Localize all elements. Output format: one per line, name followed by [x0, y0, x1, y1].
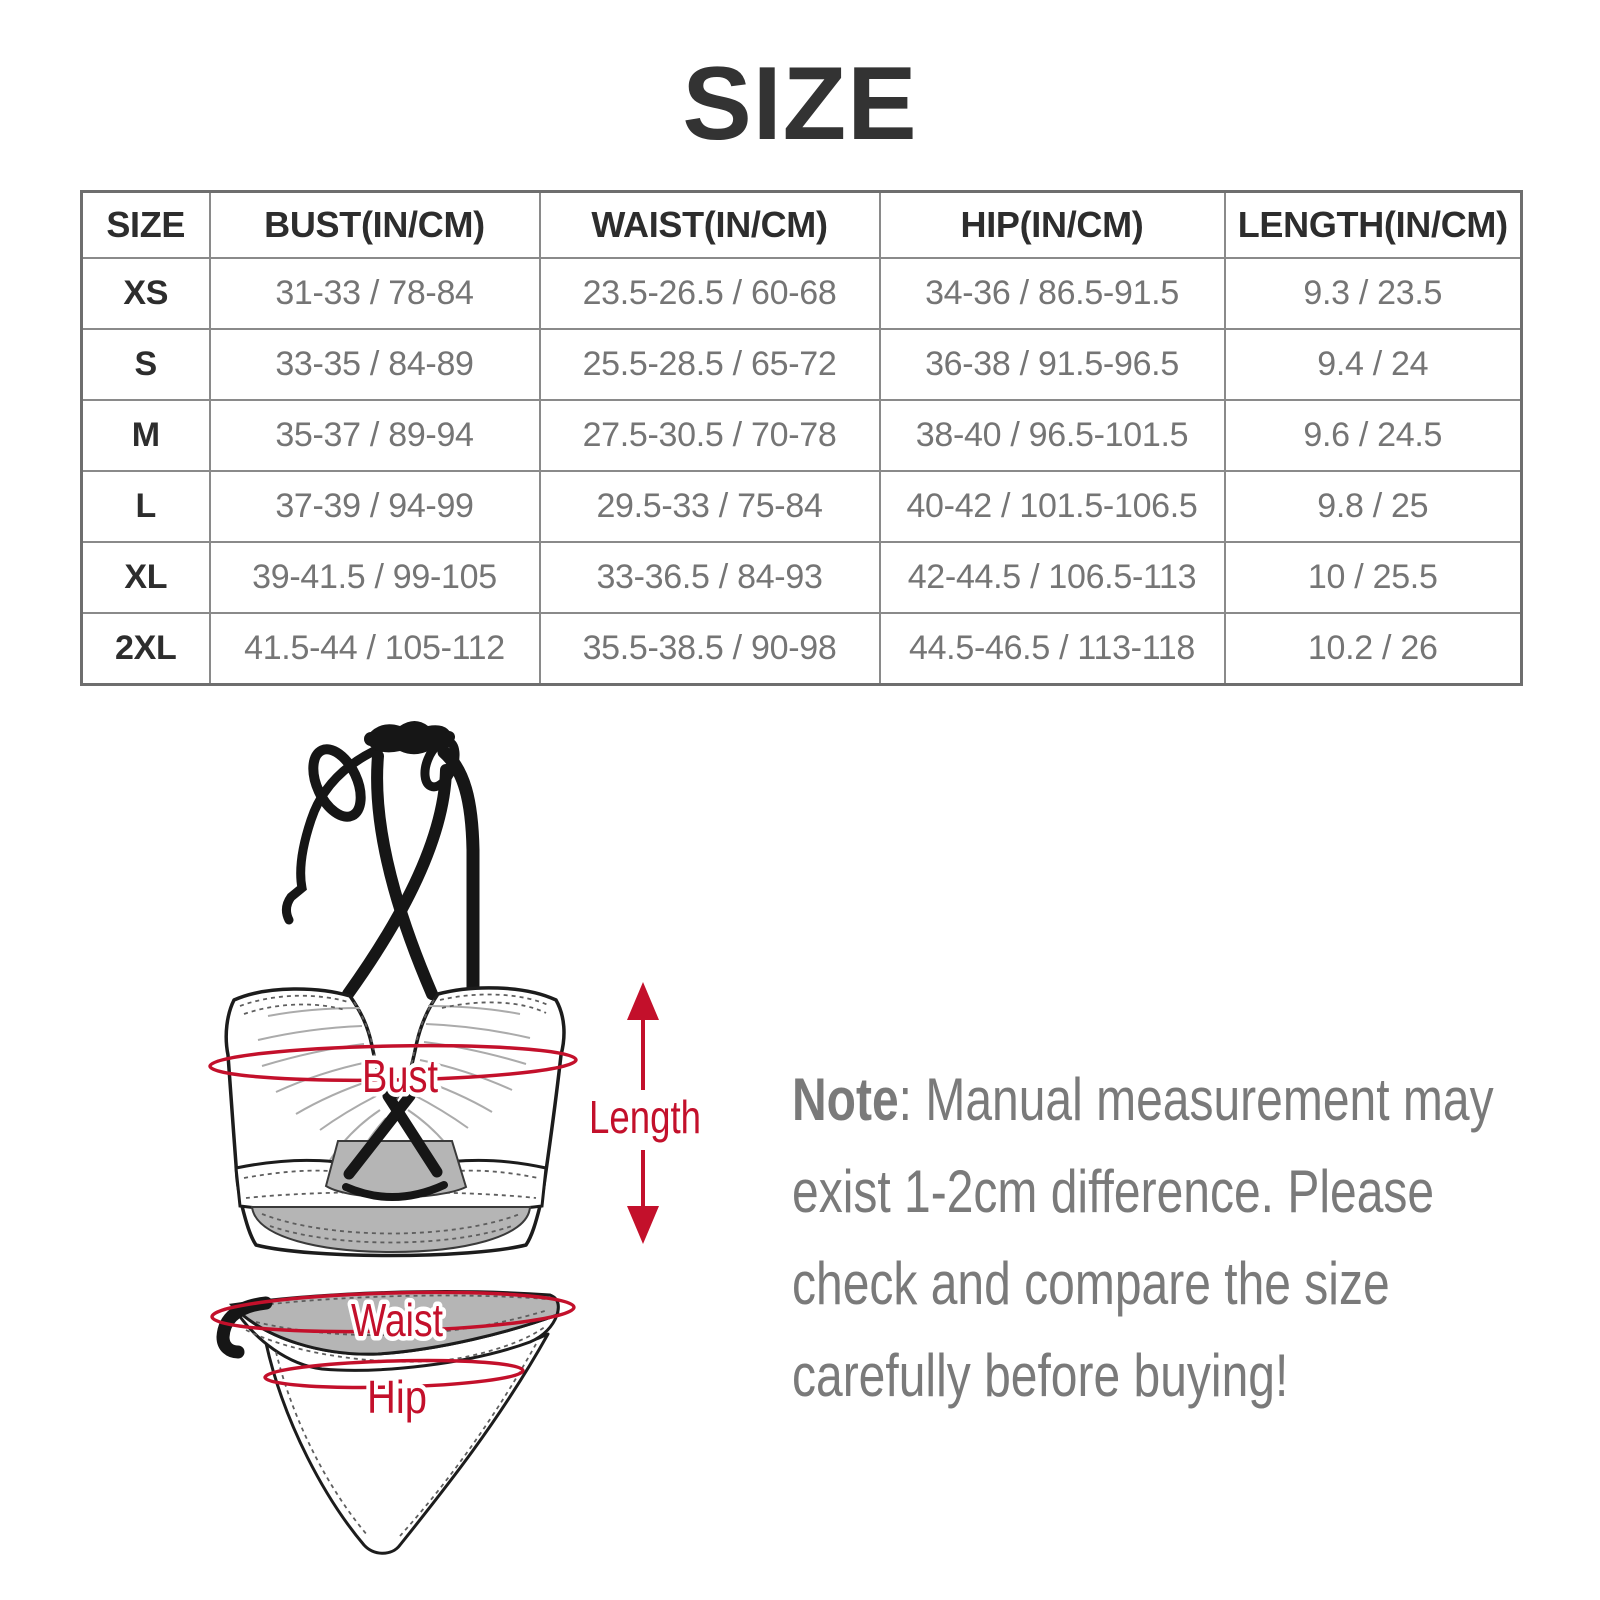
note-bold-label: Note: [792, 1066, 899, 1133]
length-cell: 9.3 / 23.5: [1225, 258, 1522, 329]
waist-cell: 33-36.5 / 84-93: [540, 542, 880, 613]
bust-label: Bust: [362, 1050, 439, 1102]
halter-straps: [286, 721, 473, 996]
waist-cell: 29.5-33 / 75-84: [540, 471, 880, 542]
hip-cell: 44.5-46.5 / 113-118: [880, 613, 1225, 685]
hip-cell: 40-42 / 101.5-106.5: [880, 471, 1225, 542]
header-size: SIZE: [82, 192, 210, 259]
waist-cell: 35.5-38.5 / 90-98: [540, 613, 880, 685]
waist-cell: 23.5-26.5 / 60-68: [540, 258, 880, 329]
size-cell: S: [82, 329, 210, 400]
size-cell: XL: [82, 542, 210, 613]
note-line-1-rest: : Manual measurement may: [898, 1066, 1494, 1133]
page-title: SIZE: [682, 46, 918, 162]
bust-cell: 33-35 / 84-89: [210, 329, 540, 400]
hip-cell: 34-36 / 86.5-91.5: [880, 258, 1225, 329]
length-cell: 9.6 / 24.5: [1225, 400, 1522, 471]
header-hip: HIP(IN/CM): [880, 192, 1225, 259]
bust-cell: 35-37 / 89-94: [210, 400, 540, 471]
size-cell: XS: [82, 258, 210, 329]
note-line-1: [792, 1054, 1496, 1146]
header-bust: BUST(IN/CM): [210, 192, 540, 259]
bow-knot: [367, 721, 453, 754]
bust-cell: 31-33 / 78-84: [210, 258, 540, 329]
hip-cell: 42-44.5 / 106.5-113: [880, 542, 1225, 613]
length-cell: 10.2 / 26: [1225, 613, 1522, 685]
header-waist: WAIST(IN/CM): [540, 192, 880, 259]
length-cell: 9.4 / 24: [1225, 329, 1522, 400]
hip-cell: 36-38 / 91.5-96.5: [880, 329, 1225, 400]
note-line-4: carefully before buying!: [792, 1342, 1289, 1409]
length-label: Length: [589, 1091, 701, 1143]
size-cell: L: [82, 471, 210, 542]
knot-bump-right: [443, 731, 455, 743]
bust-cell: 41.5-44 / 105-112: [210, 613, 540, 685]
length-cell: 9.8 / 25: [1225, 471, 1522, 542]
note-line-3: check and compare the size: [792, 1250, 1390, 1317]
waist-label: Waist: [351, 1294, 444, 1346]
note-paragraph: [792, 1054, 1496, 1422]
length-arrowhead-down: [627, 1206, 659, 1244]
hip-cell: 38-40 / 96.5-101.5: [880, 400, 1225, 471]
length-arrowhead-up: [627, 982, 659, 1020]
length-cell: 10 / 25.5: [1225, 542, 1522, 613]
note-line-2: exist 1-2cm difference. Please: [792, 1158, 1435, 1225]
size-cell: M: [82, 400, 210, 471]
hip-label: Hip: [367, 1371, 427, 1423]
bust-cell: 37-39 / 94-99: [210, 471, 540, 542]
knot-bump-left: [364, 732, 378, 746]
header-length: LENGTH(IN/CM): [1225, 192, 1522, 259]
bust-cell: 39-41.5 / 99-105: [210, 542, 540, 613]
waist-cell: 25.5-28.5 / 65-72: [540, 329, 880, 400]
waist-cell: 27.5-30.5 / 70-78: [540, 400, 880, 471]
size-cell: 2XL: [82, 613, 210, 685]
